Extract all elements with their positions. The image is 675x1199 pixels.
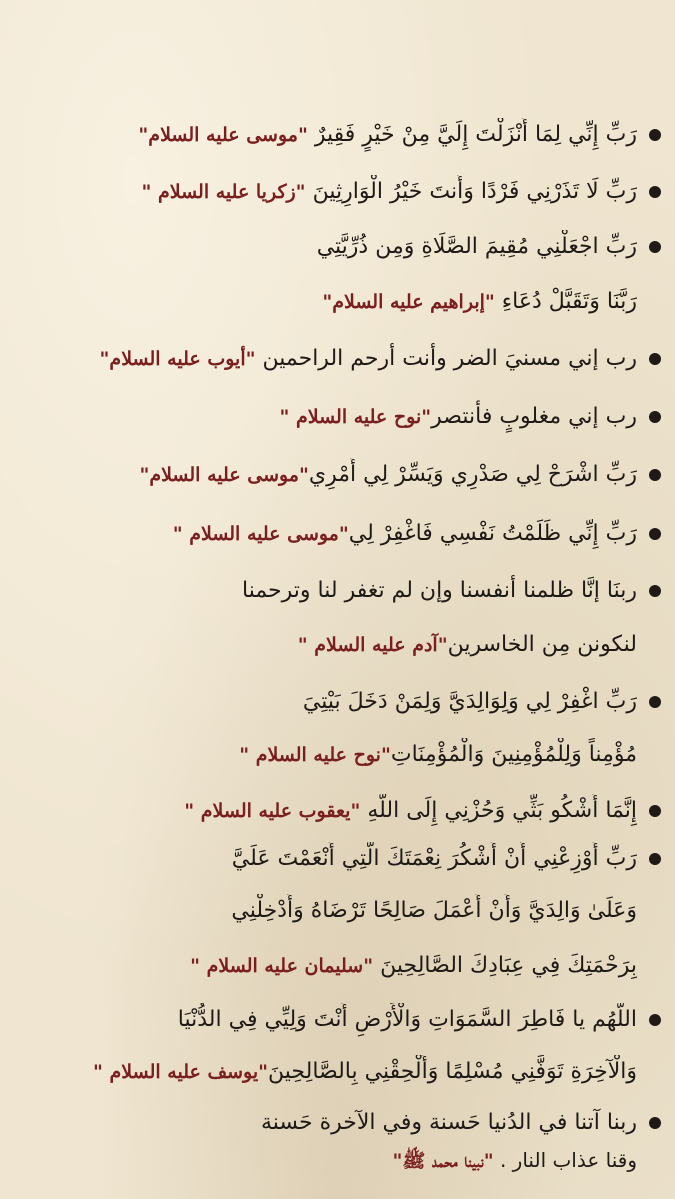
bullet	[649, 585, 661, 597]
dua-text: رَبِّ أَوْزِعْنِي أَنْ أَشْكُرَ نِعْمَتَكَ الَّتِي أَنْعَمْتَ عَلَيَّ	[231, 846, 637, 871]
bullet	[649, 528, 661, 540]
dua-text: ربنَا إنَّا ظلمنا أنفسنا وإن لم تغفر لنا وترحمنا	[242, 578, 637, 603]
bullet	[649, 1117, 661, 1129]
bullet	[649, 853, 661, 865]
dua-line	[28, 285, 637, 319]
attribution: "نوح عليه السلام "	[239, 744, 391, 766]
dua-text: رَبِّ إِنِّي لِمَا أَنْزَلْتَ إِلَيَّ مِنْ خَيْرٍ فَقِيرٌ	[307, 122, 637, 147]
dua-line	[28, 1143, 637, 1178]
dua-line	[28, 400, 637, 434]
bullet	[649, 353, 661, 365]
dua-line	[28, 794, 637, 828]
dua-line	[28, 517, 637, 551]
attribution: "موسى عليه السلام "	[172, 523, 349, 545]
dua-text: وَالْآخِرَةِ تَوَفَّنِي مُسْلِمًا وَأَلْحِقْنِي بِالصَّالِحِينَ	[268, 1059, 637, 1084]
dua-line	[28, 1003, 637, 1037]
dua-line	[28, 574, 637, 608]
dua-text: رب إني مسنيَ الضر وأنت أرحم الراحمين	[255, 346, 637, 371]
attribution: "يعقوب عليه السلام "	[184, 800, 361, 822]
attribution: "إبراهيم عليه السلام"	[322, 291, 495, 313]
bullet	[649, 469, 661, 481]
bullet	[649, 696, 661, 708]
closing-quote: "	[392, 1150, 403, 1172]
dua-line	[28, 949, 637, 983]
dua-text: اللَّهُم يا فَاطِرَ السَّمَوَاتِ وَالْأَرْضِ أَنْتَ وَلِيِّي فِي الدُّنْيَا	[177, 1007, 637, 1032]
bullet	[649, 129, 661, 141]
dua-text: رَبِّ اجْعَلْنِي مُقِيمَ الصَّلَاةِ وَمِن ذُرِّيَّتِي	[316, 234, 637, 259]
dua-text: وَعَلَىٰ وَالِدَيَّ وَأَنْ أَعْمَلَ صَالِحًا تَرْضَاهُ وَأَدْخِلْنِي	[231, 898, 637, 923]
dua-line	[28, 1106, 637, 1140]
dua-line	[28, 175, 637, 209]
attribution: "يوسف عليه السلام "	[93, 1061, 269, 1083]
attribution: "آدم عليه السلام "	[297, 634, 448, 656]
attribution: "سليمان عليه السلام "	[190, 955, 374, 977]
dua-text: رَبِّ اغْفِرْ لِي وَلِوَالِدَيَّ وَلِمَنْ دَخَلَ بَيْتِيَ	[302, 689, 637, 714]
attribution: "أيوب عليه السلام"	[99, 348, 256, 370]
dua-text: رَبِّ لَا تَذَرْنِي فَرْدًا وَأَنتَ خَيْرُ الْوَارِثِينَ	[305, 179, 637, 204]
dua-line	[28, 842, 637, 876]
attribution: "زكريا عليه السلام "	[141, 181, 306, 203]
dua-text: وقنا عذاب النار .	[493, 1148, 637, 1172]
dua-line	[28, 118, 637, 152]
attribution: "نبينا محمد	[425, 1150, 494, 1172]
dua-line	[28, 458, 637, 492]
attribution: "نوح عليه السلام "	[279, 406, 432, 428]
dua-line	[28, 1055, 637, 1089]
bullet	[649, 186, 661, 198]
dua-text: مُؤْمِناً وَلِلْمُؤْمِنِينَ وَالْمُؤْمِنَاتِ	[390, 742, 637, 767]
dua-line	[28, 342, 637, 376]
salawat-seal: ﷺ	[402, 1150, 426, 1172]
bullet	[649, 1014, 661, 1026]
dua-line	[28, 628, 637, 662]
dua-line	[28, 685, 637, 719]
bullet	[649, 241, 661, 253]
dua-text: بِرَحْمَتِكَ فِي عِبَادِكَ الصَّالِحِينَ	[373, 953, 637, 978]
dua-text: رَبَّنَا وَتَقَبَّلْ دُعَاءِ	[494, 289, 637, 314]
dua-text: رب إني مغلوبٍ فأنتصر	[431, 404, 637, 429]
bullet	[649, 805, 661, 817]
attribution: "موسى عليه السلام"	[139, 464, 309, 486]
dua-text: ربنا آتنا في الدُنيا حَسنة وفي الآخرة حَسنة	[260, 1110, 637, 1135]
dua-line	[28, 738, 637, 772]
dua-text: رَبِّ إِنِّي ظَلَمْتُ نَفْسِي فَاغْفِرْ لِي	[348, 521, 637, 546]
attribution: "موسى عليه السلام"	[138, 124, 308, 146]
dua-text: لنكونن مِن الخاسرين	[447, 632, 637, 657]
dua-text: رَبِّ اشْرَحْ لِي صَدْرِي وَيَسِّرْ لِي أَمْرِي	[308, 462, 637, 487]
dua-line	[28, 894, 637, 928]
dua-text: إِنَّمَا أَشْكُو بَثِّي وَحُزْنِي إِلَى اللَّهِ	[360, 798, 637, 823]
bullet	[649, 411, 661, 423]
dua-line	[28, 230, 637, 264]
